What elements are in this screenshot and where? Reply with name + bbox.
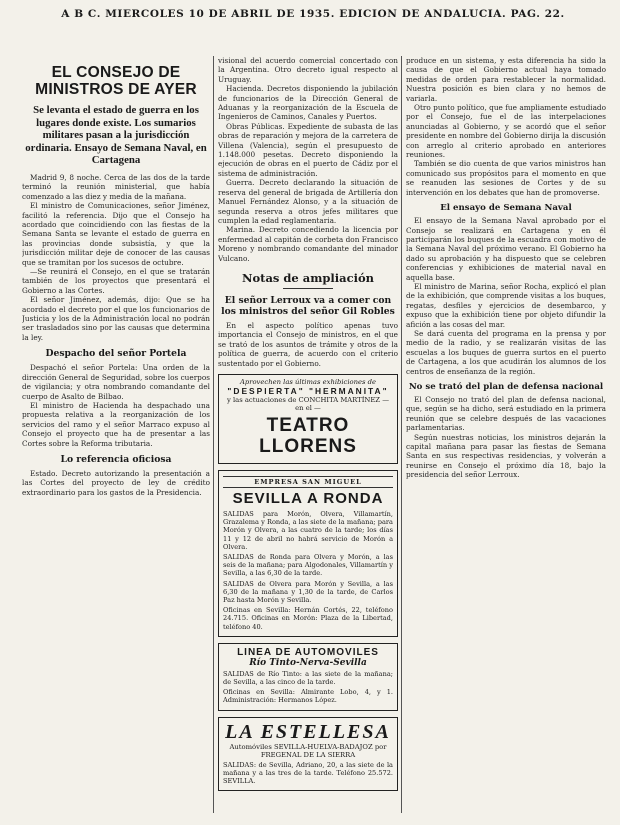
headline-deck: Se levanta el estado de guerra en los lugares donde existe. Los sumarios militares pasan a la jurisdicción ordinaria. Ensayo de Semana Naval, en Cartagena <box>25 104 207 167</box>
article-paragraph: El señor Jiménez, además, dijo: Que se ha acordado el decreto por el que los funcionarios de Justicia y los de la Administración local no podrán ser trasladados sino por las causas que determina la ley. <box>22 295 210 342</box>
article-paragraph: Hacienda. Decretos disponiendo la jubilación de funcionarios de la Dirección General de Aduanas y la reorganización de la Escuela de Ingenieros de Caminos, Canales y Puertos. <box>218 84 398 122</box>
ad-paragraph: SALIDAS de Olvera para Morón y Sevilla, a las 6,30 de la mañana y 1,30 de la tarde, de Carlos Paz hasta Morón y Sevilla. <box>223 579 393 604</box>
title-rule <box>283 288 333 289</box>
article-paragraph: Madrid 9, 8 noche. Cerca de las dos de la tarde terminó la reunión ministerial, que había comenzado a las diez y media de la mañana. <box>22 172 210 201</box>
ad-paragraph: SALIDAS: de Sevilla, Adriano, 20, a las siete de la mañana y a las tres de la tarde. Teléfono 25.572. SEVILLA. <box>223 760 393 786</box>
ad-company: EMPRESA SAN MIGUEL <box>223 476 393 488</box>
ad-logo: LA ESTELLESA <box>225 720 391 743</box>
article-paragraph: El ministro de Marina, señor Rocha, explicó el plan de la exhibición, que comprende visitas a los buques, regatas, desfiles y ejercicios de desembarco, y expuso que la exhibición tiene por objeto difundir la afición a las cosas del mar. <box>406 281 606 329</box>
article-paragraph: Obras Públicas. Expediente de subasta de las obras de reparación y mejora de la carretera de Villena (Valencia), según el presupuesto de 1.148.000 pesetas. Decreto disponiendo la ejecución de obras en el puerto de Cádiz por el sistema de administración. <box>218 121 398 178</box>
ad-route: Río Tinto-Nerva-Sevilla <box>249 657 367 668</box>
section-subhead: El ensayo de Semana Naval <box>440 203 572 214</box>
automobile-line-advertisement <box>218 643 398 711</box>
ad-paragraph: Oficinas en Sevilla: Hernán Cortés, 22, teléfono 24.715. Oficinas en Morón: Plaza de la Libertad, teléfono 40. <box>223 606 393 631</box>
theater-advertisement <box>218 374 398 464</box>
article-paragraph: Se dará cuenta del programa en la prensa y por medio de la radio, y se realizarán visitas de las escuelas a los buques de guerra surtos en el puerto de Cartagena, a los que acudirán los alumnos de los centros de enseñanza de la región. <box>406 328 606 376</box>
article-paragraph: El ministro de Hacienda ha despachado una propuesta relativa a la reorganización de los servicios del ramo y el señor Marraco expuso al Consejo el proyecto que ha de presentar a las Cortes sobre la Reforma tributaria. <box>22 400 210 448</box>
section-subhead: Lo referencia oficiosa <box>60 453 172 465</box>
bus-advertisement <box>218 470 398 637</box>
article-paragraph: Guerra. Decreto declarando la situación de reserva del general de brigada de Artillería don Manuel Fernández Alonso, y a la situación de segunda reserva a otros jefes militares que cumplen la edad reglamentaria. <box>218 178 398 225</box>
article-paragraph: El ensayo de la Semana Naval aprobado por el Consejo se realizará en Cartagena y en él participarán los buques de la escuadra con motivo de la Semana Naval del próximo verano. El Gobierno ha dado su aprobación y ha dispuesto que se celebren conferencias y exhibiciones de material naval en aquella base. <box>406 216 606 282</box>
section-title: Notas de ampliación <box>241 270 375 285</box>
article-paragraph: El ministro de Comunicaciones, señor Jiménez, facilitó la referencia. Dijo que el Consejo ha acordado que coincidiendo con las fiestas de la Semana Santa se levante el estado de guerra en las provincias donde subsistía, y que la jurisdicción militar deje de conocer de las causas que se tramitan por los sucesos de octubre. <box>22 201 210 267</box>
article-paragraph: Otro punto político, que fue ampliamente estudiado por el Consejo, fue el de las interpelaciones anunciadas al Gobierno, y se acordó que el señor presidente en nombre del Gobierno dirija la discusión con arreglo al criterio aprobado en anteriores reuniones. <box>406 103 606 160</box>
article-paragraph: produce en un sistema, y esta diferencia ha sido la causa de que el Gobierno actual haya tomado medidas de orden para restablecer la normalidad. Nuestra posición es bien clara y no hemos de variarla. <box>406 56 606 103</box>
ad-subtitle: Automóviles SEVILLA-HUELVA-BADAJOZ por FREGENAL DE LA SIERRA <box>229 742 387 759</box>
column-2 <box>218 56 398 821</box>
ad-intro: Aprovechen las últimas exhibiciones de <box>239 377 377 386</box>
column-divider <box>401 56 402 813</box>
ad-title: LINEA DE AUTOMOVILES <box>237 646 379 658</box>
article-paragraph: En el aspecto político apenas tuvo importancia el Consejo de ministros, en el que se trató de los asuntos de trámite y otros de la política de guerra, de acuerdo con el criterio sustentado por el Gobierno. <box>218 320 398 368</box>
section-subhead: Despacho del señor Portela <box>45 348 187 360</box>
column-3 <box>406 56 606 821</box>
ad-paragraph: Oficinas en Sevilla: Almirante Lobo, 4, y 1. Administración: Hermanos López. <box>223 688 393 705</box>
article-paragraph: Estado. Decreto autorizando la presentación a las Cortes del proyecto de ley de crédito extraordinario para los gastos de la Presidencia. <box>22 468 210 497</box>
ad-paragraph: SALIDAS para Morón, Olvera, Villamartín, Grazalema y Ronda, a las siete de la mañana; para Morón y Olvera, a las cuatro de la tarde; los días 11 y 12 de abril no habrá servicio de Morón a Olvera. <box>223 509 393 551</box>
article-paragraph: —Se reunirá el Consejo, en el que se tratarán también de los proyectos que presentará el Gobierno a las Cortes. <box>22 267 210 295</box>
ad-show-title: "DESPIERTA" "HERMANITA" <box>227 385 389 396</box>
article-paragraph: El Consejo no trató del plan de defensa nacional, que, según se ha dicho, será estudiado en la primera reunión que se celebre después de las vacaciones parlamentarias. <box>406 395 606 433</box>
page-header: A B C. MIERCOLES 10 DE ABRIL DE 1935. EDICION DE ANDALUCIA. PAG. 22. <box>61 8 565 20</box>
column-divider <box>213 56 214 813</box>
article-paragraph: Según nuestras noticias, los ministros dejarán la capital mañana para pasar las fiestas de Semana Santa en sus respectivas residencias, y volverán a reunirse en Consejo el próximo día 18, bajo la presidencia del señor Lerroux. <box>406 432 606 480</box>
article-paragraph: visional del acuerdo comercial concertado con la Argentina. Otro decreto igual respecto al Uruguay. <box>218 56 398 84</box>
estellesa-advertisement <box>218 717 398 792</box>
section-subhead: No se trató del plan de defensa nacional <box>408 382 604 392</box>
ad-paragraph: SALIDAS de Ronda para Olvera y Morón, a las seis de la mañana; para Algodonales, Villamartín y Sevilla, a las 6,30 de la tarde. <box>223 552 393 578</box>
ad-theater-name: TEATRO LLORENS <box>259 414 357 457</box>
main-headline: EL CONSEJO DE MINISTROS DE AYER <box>35 64 197 98</box>
article-paragraph: Despachó el señor Portela: Una orden de la dirección General de Seguridad, sobre los cuerpos de vigilancia; y otra nombrando comandante del cuerpo de Asalto de Bilbao. <box>22 363 210 401</box>
ad-route: SEVILLA A RONDA <box>232 489 384 507</box>
ad-performer: y las actuaciones de CONCHITA MARTÍNEZ — en el — <box>227 395 389 412</box>
section-subhead: El señor Lerroux va a comer con los ministros del señor Gil Robles <box>221 294 395 317</box>
article-paragraph: Marina. Decreto concediendo la licencia por enfermedad al capitán de corbeta don Francisco Moreno y nombrando comandante del minador Vulcano. <box>218 225 398 263</box>
column-1 <box>22 56 210 821</box>
article-paragraph: También se dio cuenta de que varios ministros han comunicado sus propósitos para el momento en que se reanuden las sesiones de Cortes y de su intervención en los debates que han de promoverse. <box>406 159 606 197</box>
ad-paragraph: SALIDAS de Río Tinto: a las siete de la mañana; de Sevilla, a las cinco de la tarde. <box>223 669 393 687</box>
